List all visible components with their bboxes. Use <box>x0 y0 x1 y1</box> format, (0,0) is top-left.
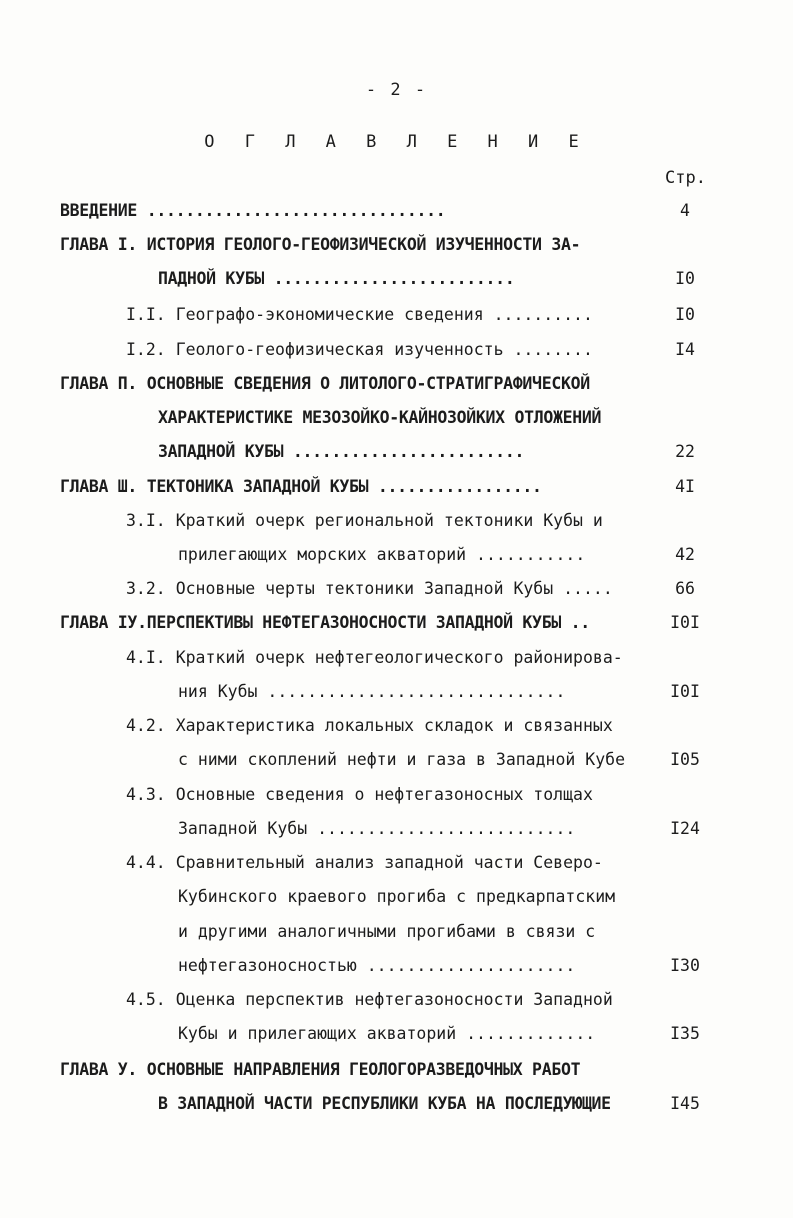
toc-entry-ch2-line2: ХАРАКТЕРИСТИКЕ МЕЗОЗОЙКО-КАЙНОЗОЙКИХ ОТЛОЖЕНИЙ <box>158 408 602 427</box>
toc-page-1-1: I0 <box>675 305 695 324</box>
toc-entry-4-1-line2: ния Кубы .............................. <box>178 682 566 701</box>
toc-entry-ch1-line2: ПАДНОЙ КУБЫ ......................... <box>158 269 515 288</box>
toc-entry-4-2-line1 <box>126 713 666 739</box>
toc-page-ch5: I45 <box>670 1094 700 1113</box>
toc-entry-4-3-line2: Западной Кубы .......................... <box>178 819 576 838</box>
toc-page-4-1: I0I <box>670 682 700 701</box>
toc-page-ch1: I0 <box>675 269 695 288</box>
toc-entry-3-1-line2: прилегающих морских акваторий ........... <box>178 545 586 564</box>
toc-entry-4-1-line1 <box>126 645 666 671</box>
section-number: 3.2. <box>126 579 166 598</box>
toc-page-3-1: 42 <box>675 545 695 564</box>
section-number: I.2. <box>126 340 166 359</box>
page-number: - 2 - <box>365 80 428 100</box>
toc-page-1-2: I4 <box>675 340 695 359</box>
toc-page-intro: 4 <box>680 201 690 220</box>
toc-page-ch4: I0I <box>670 613 700 632</box>
toc-page-4-4: I30 <box>670 956 700 975</box>
toc-page-3-2: 66 <box>675 579 695 598</box>
toc-entry-4-4-line1 <box>126 850 666 876</box>
toc-entry-4-4-line2: Кубинского краевого прогиба с предкарпатским <box>178 887 616 906</box>
toc-entry-ch3: ГЛАВА Ш. ТЕКТОНИКА ЗАПАДНОЙ КУБЫ ................. <box>60 477 542 496</box>
section-number: I.I. <box>126 305 166 324</box>
section-number: 4.3. <box>126 785 166 804</box>
page-column-header: Стр. <box>665 168 706 188</box>
toc-page-4-2: I05 <box>670 750 700 769</box>
section-number: 3.I. <box>126 511 166 530</box>
section-title: Краткий очерк нефтегеологического районирова- <box>175 648 623 667</box>
toc-page-ch3: 4I <box>675 477 695 496</box>
section-number: 4.4. <box>126 853 166 872</box>
section-number: 4.5. <box>126 990 166 1009</box>
section-number: 4.2. <box>126 716 166 735</box>
toc-entry-ch5-line1: ГЛАВА У. ОСНОВНЫЕ НАПРАВЛЕНИЯ ГЕОЛОГОРАЗВЕДОЧНЫХ РАБОТ <box>60 1060 581 1079</box>
toc-entry-3-1-line1 <box>126 508 666 534</box>
toc-page-4-5: I35 <box>670 1024 700 1043</box>
toc-entry-1-2 <box>126 337 656 363</box>
section-number: 4.I. <box>126 648 166 667</box>
toc-page-ch2: 22 <box>675 442 695 461</box>
toc-entry-ch2-line1: ГЛАВА П. ОСНОВНЫЕ СВЕДЕНИЯ О ЛИТОЛОГО-СТРАТИГРАФИЧЕСКОЙ <box>60 374 590 393</box>
section-title: Геолого-геофизическая изученность ........ <box>175 340 593 359</box>
toc-entry-intro: ВВЕДЕНИЕ ............................... <box>60 201 446 220</box>
section-title: Оценка перспектив нефтегазоносности Западной <box>175 990 613 1009</box>
section-title: Основные черты тектоники Западной Кубы ..... <box>175 579 613 598</box>
toc-entry-3-2 <box>126 576 656 602</box>
toc-entry-4-5-line2: Кубы и прилегающих акваторий ............. <box>178 1024 596 1043</box>
page-title: О Г Л А В Л Е Н И Е <box>204 132 589 152</box>
toc-entry-4-5-line1 <box>126 987 666 1013</box>
section-title: Краткий очерк региональной тектоники Кубы и <box>175 511 603 530</box>
toc-entry-4-2-line2: с ними скоплений нефти и газа в Западной Кубе <box>178 750 626 769</box>
toc-entry-ch2-line3: ЗАПАДНОЙ КУБЫ ........................ <box>158 442 525 461</box>
section-title: Географо-экономические сведения .......... <box>175 305 593 324</box>
toc-entry-4-4-line4: нефтегазоносностью ..................... <box>178 956 576 975</box>
toc-entry-ch1-line1: ГЛАВА I. ИСТОРИЯ ГЕОЛОГО-ГЕОФИЗИЧЕСКОЙ ИЗУЧЕННОСТИ ЗА- <box>60 235 581 254</box>
toc-entry-1-1 <box>126 302 656 328</box>
toc-entry-4-4-line3: и другими аналогичными прогибами в связи с <box>178 922 596 941</box>
section-title: Характеристика локальных складок и связанных <box>175 716 613 735</box>
section-title: Сравнительный анализ западной части Северо- <box>175 853 603 872</box>
toc-entry-ch5-line2: В ЗАПАДНОЙ ЧАСТИ РЕСПУБЛИКИ КУБА НА ПОСЛЕДУЮЩИЕ <box>158 1094 611 1113</box>
toc-page-4-3: I24 <box>670 819 700 838</box>
section-title: Основные сведения о нефтегазоносных толщах <box>175 785 593 804</box>
toc-entry-4-3-line1 <box>126 782 666 808</box>
toc-entry-ch4: ГЛАВА IУ.ПЕРСПЕКТИВЫ НЕФТЕГАЗОНОСНОСТИ ЗАПАДНОЙ КУБЫ .. <box>60 613 590 632</box>
